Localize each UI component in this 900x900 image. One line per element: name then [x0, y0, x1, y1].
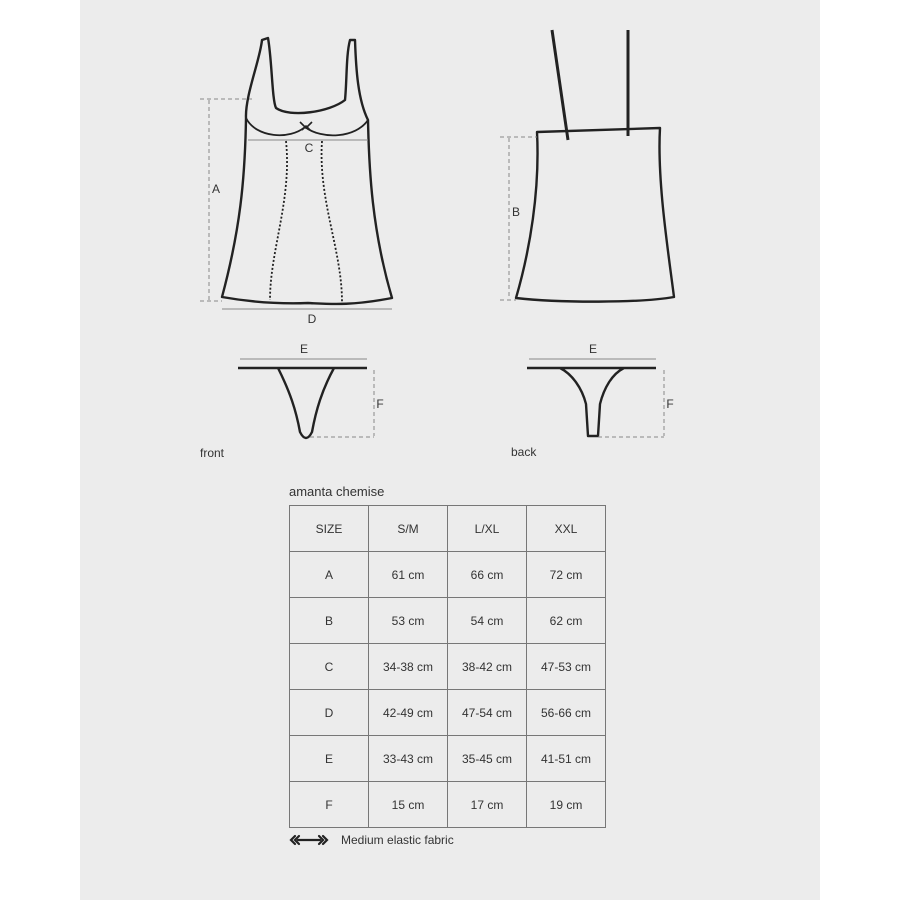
table-cell: 47-53 cm: [527, 644, 606, 690]
table-row: [290, 644, 606, 690]
table-row: [290, 736, 606, 782]
fabric-legend: [289, 833, 454, 847]
table-cell: 72 cm: [527, 552, 606, 598]
front-chemise-outline: [222, 38, 392, 304]
table-cell: 17 cm: [448, 782, 527, 828]
front-thong-outline: [238, 368, 367, 438]
table-cell: F: [290, 782, 369, 828]
back-label: back: [511, 445, 537, 459]
table-header-cell: XXL: [527, 506, 606, 552]
dimension-label-a: A: [211, 182, 221, 196]
table-header-cell: S/M: [369, 506, 448, 552]
table-cell: 61 cm: [369, 552, 448, 598]
table-cell: 42-49 cm: [369, 690, 448, 736]
dimension-label-f-front: F: [376, 397, 384, 411]
table-cell: C: [290, 644, 369, 690]
table-cell: 41-51 cm: [527, 736, 606, 782]
table-row: [290, 552, 606, 598]
table-cell: 62 cm: [527, 598, 606, 644]
table-cell: 56-66 cm: [527, 690, 606, 736]
table-cell: 34-38 cm: [369, 644, 448, 690]
table-cell: B: [290, 598, 369, 644]
table-row: [290, 690, 606, 736]
table-cell: 66 cm: [448, 552, 527, 598]
table-cell: 35-45 cm: [448, 736, 527, 782]
dimension-label-e-back: E: [588, 342, 598, 356]
table-cell: 53 cm: [369, 598, 448, 644]
back-chemise-outline: [516, 128, 674, 302]
table-cell: 47-54 cm: [448, 690, 527, 736]
table-header-row: [290, 506, 606, 552]
dimension-label-e-front: E: [299, 342, 309, 356]
table-cell: D: [290, 690, 369, 736]
table-cell: 38-42 cm: [448, 644, 527, 690]
table-row: [290, 598, 606, 644]
table-header-cell: SIZE: [290, 506, 369, 552]
elastic-fabric-icon: [289, 833, 329, 847]
dimension-label-c: C: [304, 141, 314, 155]
dimension-label-b: B: [511, 205, 521, 219]
dimension-label-d: D: [307, 312, 317, 326]
table-cell: 15 cm: [369, 782, 448, 828]
dimension-label-f-back: F: [666, 397, 674, 411]
table-cell: A: [290, 552, 369, 598]
table-cell: E: [290, 736, 369, 782]
front-label: front: [200, 446, 225, 460]
table-cell: 19 cm: [527, 782, 606, 828]
table-cell: 33-43 cm: [369, 736, 448, 782]
table-title: amanta chemise: [289, 484, 385, 499]
legend-text: Medium elastic fabric: [341, 833, 454, 847]
table-header-cell: L/XL: [448, 506, 527, 552]
table-row: [290, 782, 606, 828]
back-thong-outline: [527, 368, 656, 436]
size-table: [289, 505, 606, 828]
table-cell: 54 cm: [448, 598, 527, 644]
